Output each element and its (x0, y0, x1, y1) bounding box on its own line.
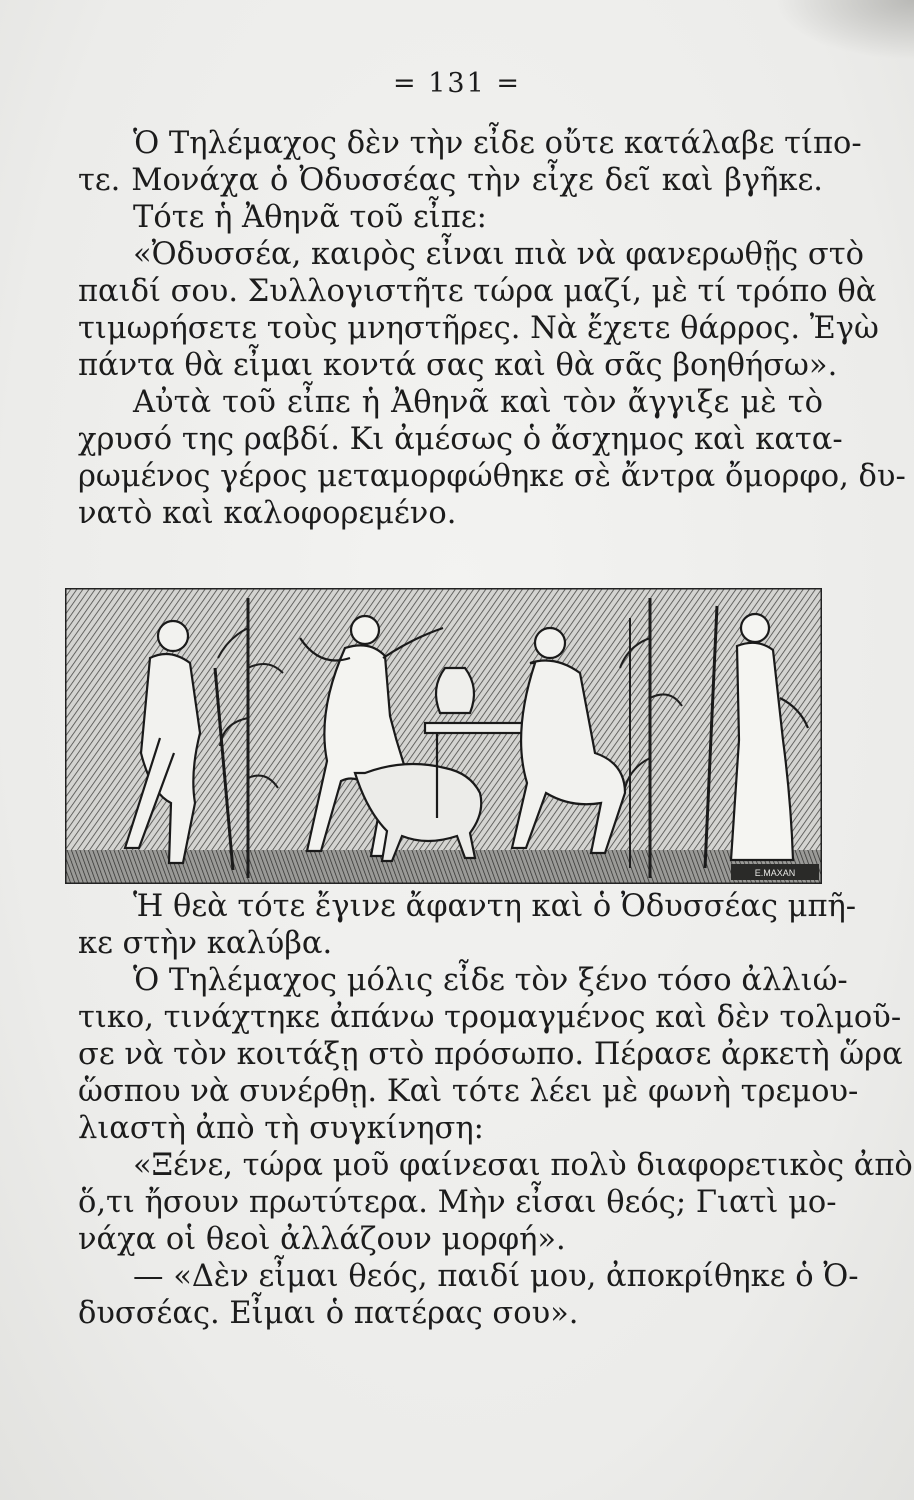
bottom-text-block (78, 888, 913, 1332)
text-line: Ὁ Τηλέμαχος δὲν τὴν εἶδε οὔτε κατάλαβε τίπο- (133, 126, 862, 161)
top-text-block (78, 125, 906, 532)
text-line: Αὐτὰ τοῦ εἶπε ἡ Ἀθηνᾶ καὶ τὸν ἄγγιξε μὲ τὸ (133, 385, 823, 420)
text-line: νατὸ καὶ καλοφορεμένο. (78, 496, 457, 531)
illustrator-signature: E.MAXAN (754, 868, 796, 878)
text-line: τιμωρήσετε τοὺς μνηστῆρες. Νὰ ἔχετε θάρρος. Ἐγὼ (78, 311, 879, 346)
page-number: = 131 = (393, 68, 521, 99)
text-line: κε στὴν καλύβα. (78, 926, 333, 961)
text-line: Τότε ἡ Ἀθηνᾶ τοῦ εἶπε: (133, 200, 487, 235)
text-line: ὥσπου νὰ συνέρθῃ. Καὶ τότε λέει μὲ φωνὴ τρεμου- (78, 1074, 859, 1109)
text-line: — «Δὲν εἶμαι θεός, παιδί μου, ἀποκρίθηκε ὁ Ὀ- (133, 1259, 859, 1294)
text-line: παιδί σου. Συλλογιστῆτε τώρα μαζί, μὲ τί τρόπο θὰ (78, 274, 877, 309)
text-line: πάντα θὰ εἶμαι κοντά σας καὶ θὰ σᾶς βοηθήσω». (78, 348, 838, 383)
text-line: χρυσό της ραβδί. Κι ἀμέσως ὁ ἄσχημος καὶ κατα- (78, 422, 843, 457)
engraving-svg (65, 588, 822, 884)
page-corner-shadow (774, 0, 914, 60)
text-line: ὅ,τι ἤσουν πρωτύτερα. Μὴν εἶσαι θεός; Γιατὶ μο- (78, 1185, 837, 1220)
text-line: Ἡ θεὰ τότε ἔγινε ἄφαντη καὶ ὁ Ὀδυσσέας μπῆ- (133, 889, 857, 924)
text-line: τικο, τινάχτηκε ἀπάνω τρομαγμένος καὶ δὲν τολμοῦ- (78, 1000, 902, 1035)
text-line: ρωμένος γέρος μεταμορφώθηκε σὲ ἄντρα ὄμορφο, δυ- (78, 459, 906, 494)
engraving-illustration (65, 588, 822, 884)
text-line: δυσσέας. Εἶμαι ὁ πατέρας σου». (78, 1296, 579, 1331)
text-line: Ὁ Τηλέμαχος μόλις εἶδε τὸν ξένο τόσο ἀλλιώ- (133, 963, 848, 998)
text-line: «Ὀδυσσέα, καιρὸς εἶναι πιὰ νὰ φανερωθῇς στὸ (133, 237, 864, 272)
text-line: σε νὰ τὸν κοιτάξῃ στὸ πρόσωπο. Πέρασε ἀρκετὴ ὥρα (78, 1037, 903, 1072)
text-line: λιαστὴ ἀπὸ τὴ συγκίνηση: (78, 1111, 484, 1146)
text-line: τε. Μονάχα ὁ Ὀδυσσέας τὴν εἶχε δεῖ καὶ βγῆκε. (78, 163, 823, 198)
text-line: νάχα οἱ θεοὶ ἀλλάζουν μορφή». (78, 1222, 566, 1257)
text-line: «Ξένε, τώρα μοῦ φαίνεσαι πολὺ διαφορετικὸς ἀπὸ (133, 1148, 913, 1183)
